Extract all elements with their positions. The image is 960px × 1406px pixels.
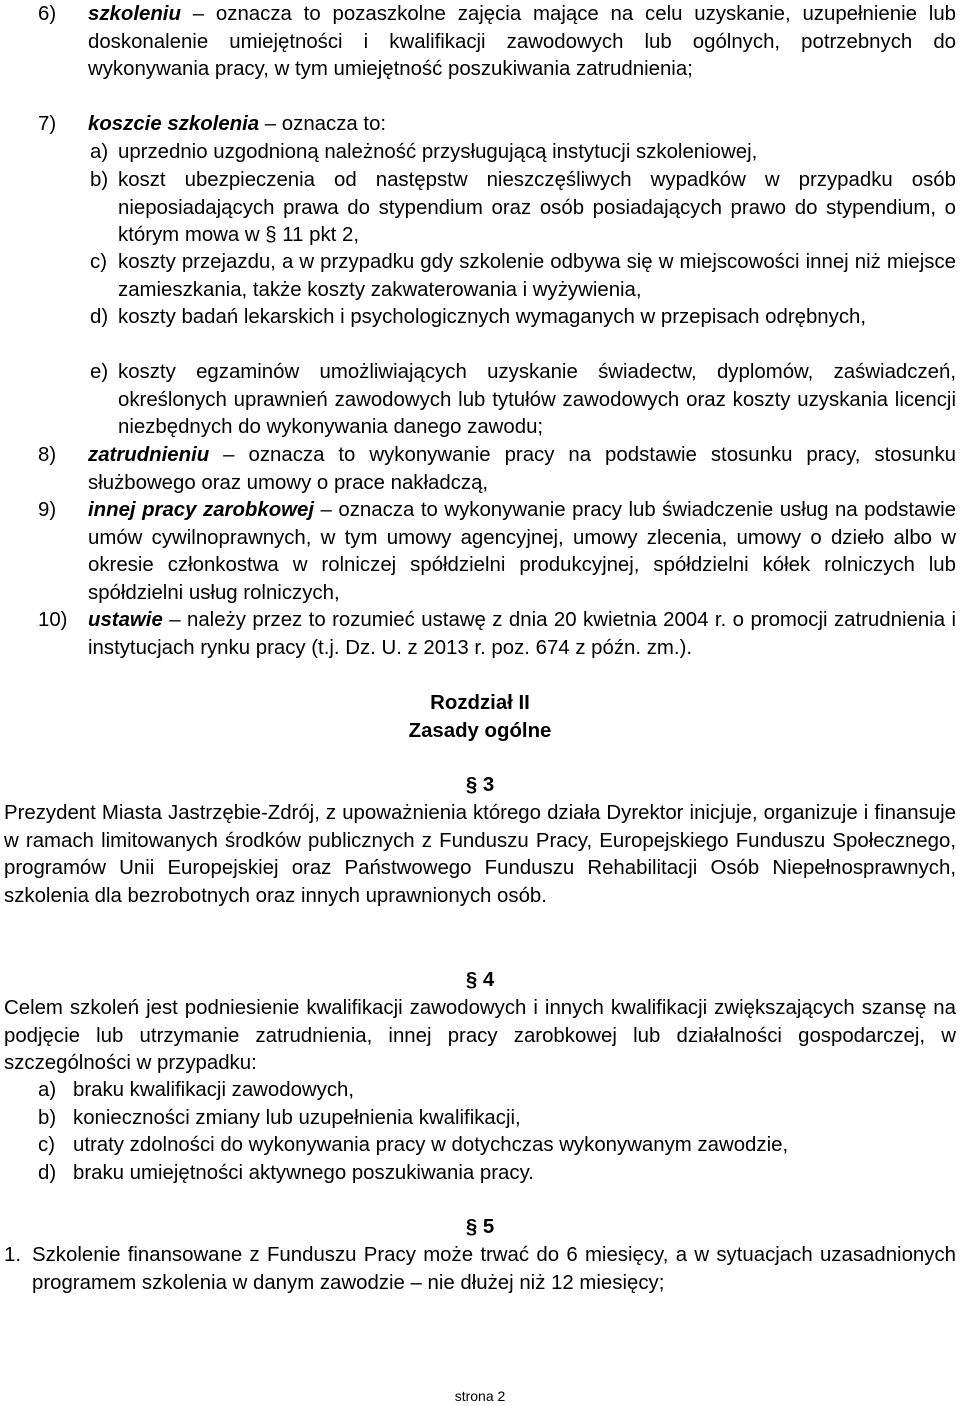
list-item bbox=[38, 1105, 956, 1133]
page-number: strona 2 bbox=[454, 1388, 506, 1404]
definition-number: 6) bbox=[38, 3, 57, 25]
definition-item bbox=[38, 1, 956, 84]
cost-item bbox=[90, 249, 956, 304]
chapter-number: Rozdział II bbox=[430, 692, 530, 714]
section-mark: § 5 bbox=[465, 1216, 495, 1238]
cost-item bbox=[90, 167, 956, 250]
chapter-title: Zasady ogólne bbox=[408, 720, 552, 742]
definition-body bbox=[88, 497, 956, 607]
definition-text: – oznacza to wykonywanie pracy lub świadczenie usług na podstawie umów cywilnoprawnych, w tym umowy agencyjnej, umowy zlecenia, umowy o dzieło albo w okresie członkostwa w rolniczej spółdzielni produkcyjnej, spółdzielni kółek rolniczych lub spółdzielni usług rolniczych, bbox=[88, 499, 956, 604]
definition-term: ustawie bbox=[88, 609, 163, 631]
numbered-item bbox=[4, 1242, 956, 1297]
definition-term: zatrudnieniu bbox=[88, 444, 210, 466]
definition-body bbox=[88, 607, 956, 662]
definition-body bbox=[88, 442, 956, 497]
numbered-item-label: 1. bbox=[4, 1244, 22, 1266]
list-item-text: utraty zdolności do wykonywania pracy w dotychczas wykonywanym zawodzie, bbox=[73, 1134, 789, 1156]
list-item-label: a) bbox=[38, 1079, 57, 1101]
definition-body bbox=[88, 111, 956, 139]
definition-term: innej pracy zarobkowej bbox=[88, 499, 315, 521]
cost-item-label: b) bbox=[90, 169, 109, 191]
cost-item-text: koszt ubezpieczenia od następstw nieszczęśliwych wypadków w przypadku osób nieposiadających prawa do stypendium oraz osób posiadających prawo do stypendium, o którym mowa w § 11 pkt 2, bbox=[118, 169, 956, 247]
cost-item-text: koszty egzaminów umożliwiających uzyskanie świadectw, dyplomów, zaświadczeń, określonych uprawnień zawodowych lub tytułów zawodowych oraz koszty uzyskania licencji niezbędnych do wykonywania danego zawodu; bbox=[118, 361, 956, 439]
definition-term: koszcie szkolenia bbox=[88, 113, 260, 135]
list-item-label: b) bbox=[38, 1107, 57, 1129]
definition-text: – oznacza to wykonywanie pracy na podstawie stosunku pracy, stosunku służbowego oraz umowy o prace nakładczą, bbox=[88, 444, 956, 494]
cost-item-label: d) bbox=[90, 306, 109, 328]
definition-text: – należy przez to rozumieć ustawę z dnia 20 kwietnia 2004 r. o promocji zatrudnienia i instytucjach rynku pracy (t.j. Dz. U. z 2013 r. poz. 674 z późn. zm.). bbox=[88, 609, 956, 659]
list-item-label: d) bbox=[38, 1162, 57, 1184]
definition-number: 8) bbox=[38, 444, 57, 466]
definition-item bbox=[38, 111, 956, 139]
cost-item-label: e) bbox=[90, 361, 109, 383]
list-item-label: c) bbox=[38, 1134, 55, 1156]
list-item bbox=[38, 1132, 956, 1160]
numbered-item-text: Szkolenie finansowane z Funduszu Pracy może trwać do 6 miesięcy, a w sytuacjach uzasadnionych programem szkolenia w danym zawodzie – nie dłużej niż 12 miesięcy; bbox=[32, 1244, 956, 1294]
cost-item-text: uprzednio uzgodnioną należność przysługującą instytucji szkoleniowej, bbox=[118, 141, 758, 163]
definition-text: – oznacza to: bbox=[259, 113, 387, 135]
cost-item bbox=[90, 304, 956, 332]
definition-number: 7) bbox=[38, 113, 57, 135]
definition-item bbox=[38, 607, 956, 662]
definition-term: szkoleniu bbox=[88, 3, 181, 25]
section-mark: § 3 bbox=[465, 774, 495, 796]
list-item-text: braku umiejętności aktywnego poszukiwania pracy. bbox=[73, 1162, 534, 1184]
list-item bbox=[38, 1077, 956, 1105]
cost-item-label: a) bbox=[90, 141, 109, 163]
list-item bbox=[38, 1160, 956, 1188]
definition-body bbox=[88, 1, 956, 84]
cost-item-text: koszty badań lekarskich i psychologicznych wymaganych w przepisach odrębnych, bbox=[118, 306, 867, 328]
section-paragraph: Prezydent Miasta Jastrzębie-Zdrój, z upoważnienia którego działa Dyrektor inicjuje, organizuje i finansuje w ramach limitowanych środków publicznych z Funduszu Pracy, Europejskiego Funduszu Społecznego, programów Unii Europejskiej oraz Państwowego Funduszu Rehabilitacji Osób Niepełnosprawnych, szkolenia dla bezrobotnych oraz innych uprawnionych osób. bbox=[4, 802, 956, 907]
cost-item-text: koszty przejazdu, a w przypadku gdy szkolenie odbywa się w miejscowości innej niż miejsce zamieszkania, także koszty zakwaterowania i wyżywienia, bbox=[118, 251, 956, 301]
list-item-text: konieczności zmiany lub uzupełnienia kwalifikacji, bbox=[73, 1107, 521, 1129]
section-mark: § 4 bbox=[465, 969, 495, 991]
section-paragraph: Celem szkoleń jest podniesienie kwalifikacji zawodowych i innych kwalifikacji zwiększających szansę na podjęcie lub utrzymanie zatrudnienia, innej pracy zarobkowej lub działalności gospodarczej, w szczególności w przypadku: bbox=[4, 997, 956, 1075]
cost-item-label: c) bbox=[90, 251, 107, 273]
definition-item bbox=[38, 497, 956, 607]
definition-number: 10) bbox=[38, 609, 68, 631]
definition-item bbox=[38, 442, 956, 497]
list-item-text: braku kwalifikacji zawodowych, bbox=[73, 1079, 355, 1101]
definition-number: 9) bbox=[38, 499, 57, 521]
cost-item bbox=[90, 139, 956, 167]
definition-text: – oznacza to pozaszkolne zajęcia mające na celu uzyskanie, uzupełnienie lub doskonalenie umiejętności i kwalifikacji zawodowych lub ogólnych, potrzebnych do wykonywania pracy, w tym umiejętność poszukiwania zatrudnienia; bbox=[88, 3, 956, 81]
cost-item bbox=[90, 359, 956, 442]
